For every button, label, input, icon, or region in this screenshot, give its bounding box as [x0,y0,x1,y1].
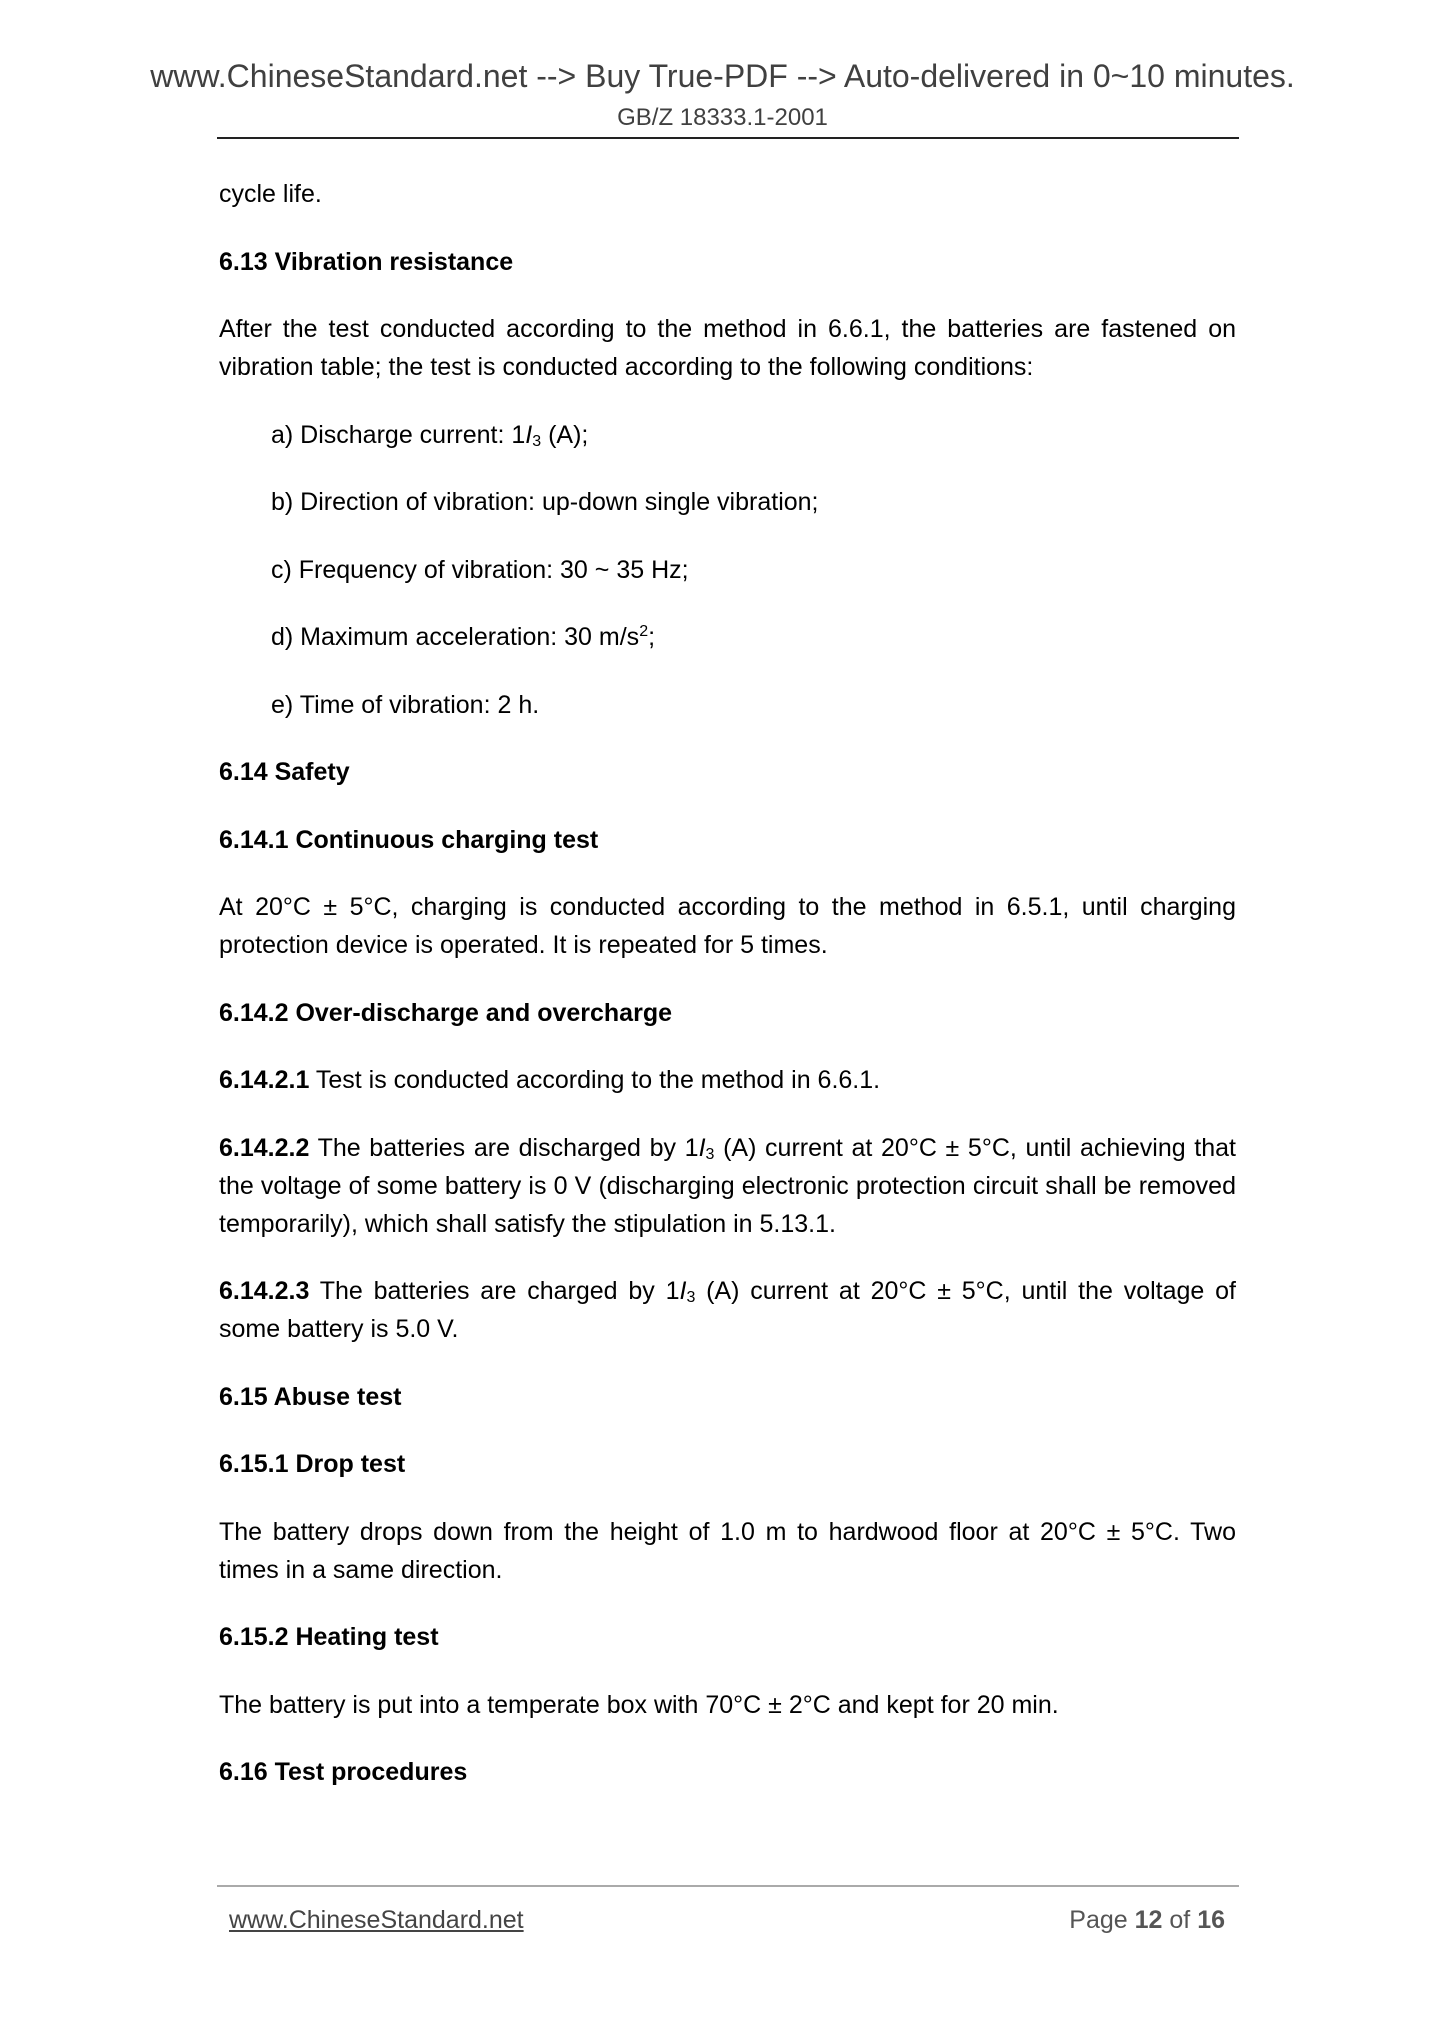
text: (A) current at 20°C ± 5°C, until achieving that the voltage of some battery is 0 V (discharging electronic protection circuit shall be removed temporarily), which shall satisfy the stipulation in 5.13.1. [219,1133,1236,1238]
text: The batteries are discharged by 1 [309,1133,699,1162]
bold-text: 6.14.2.2 [219,1133,310,1162]
section-heading [219,243,1236,281]
bold-text: 6.14.2.3 [219,1277,310,1305]
text: b) Direction of vibration: up-down single vibration; [271,488,819,516]
document-id: GB/Z 18333.1-2001 [617,104,828,131]
paragraph [219,1129,1236,1243]
list-item [219,416,1236,454]
supscript-text: 2 [639,623,649,640]
section-heading [219,1753,1236,1791]
of-label: of [1162,1906,1198,1934]
list-item [219,686,1236,724]
section-heading [219,994,1236,1032]
bold-text: 6.15.1 Drop test [219,1450,406,1478]
bold-text: 6.14.2.1 [219,1066,310,1094]
text: c) Frequency of vibration: 30 ~ 35 Hz; [271,555,689,584]
list-item [219,551,1236,589]
header-banner: www.ChineseStandard.net --> Buy True-PDF --> Auto-delivered in 0~10 minutes. [150,58,1295,94]
paragraph [219,1686,1236,1724]
total-pages: 16 [1197,1906,1225,1934]
text: (A); [541,420,589,449]
footer-website-link[interactable]: www.ChineseStandard.net [229,1906,524,1934]
bold-text: 6.16 Test procedures [219,1758,468,1786]
text: Test is conducted according to the method in 6.6.1. [309,1066,881,1094]
paragraph [219,175,1236,213]
section-heading [219,1618,1236,1656]
italic-symbol: I [698,1133,706,1162]
text: (A) current at 20°C ± 5°C, until the voltage of some battery is 5.0 V. [219,1277,1236,1343]
paragraph [219,888,1236,964]
text: The battery drops down from the height of 1.0 m to hardwood floor at 20°C ± 5°C. Two times in a same direction. [219,1517,1236,1584]
section-heading [219,753,1236,791]
text: d) Maximum acceleration: 30 m/s [271,623,640,651]
subscript-text: 3 [686,1289,696,1306]
paragraph [219,1513,1236,1589]
section-heading [219,821,1236,859]
bold-text: 6.14.2 Over-discharge and overcharge [219,998,672,1027]
list-item [219,483,1236,521]
section-heading [219,1378,1236,1416]
paragraph [219,1272,1236,1348]
page-number [1069,1906,1225,1935]
section-heading [219,1445,1236,1483]
document-body [219,175,1236,1821]
text: cycle life. [219,180,322,208]
bold-text: 6.14.1 Continuous charging test [219,825,599,854]
italic-symbol: I [525,420,533,449]
bold-text: 6.15 Abuse test [219,1382,402,1411]
page-label: Page [1069,1906,1135,1934]
text: e) Time of vibration: 2 h. [271,690,540,719]
header-divider [217,137,1239,139]
bold-text: 6.13 Vibration resistance [219,247,514,276]
footer-divider [217,1885,1239,1887]
bold-text: 6.15.2 Heating test [219,1623,439,1651]
bold-text: 6.14 Safety [219,758,350,786]
subscript-text: 3 [532,432,542,450]
text: ; [648,623,656,651]
current-page: 12 [1134,1906,1163,1934]
subscript-text: 3 [705,1145,715,1163]
italic-symbol: I [679,1277,687,1305]
text: The batteries are charged by 1 [309,1277,680,1305]
text: The battery is put into a temperate box with 70°C ± 2°C and kept for 20 min. [219,1690,1059,1719]
paragraph [219,1061,1236,1099]
list-item [219,618,1236,656]
text: At 20°C ± 5°C, charging is conducted according to the method in 6.5.1, until charging protection device is operated. It is repeated for 5 times. [219,893,1236,959]
paragraph [219,310,1236,386]
text: a) Discharge current: 1 [271,420,526,449]
text: After the test conducted according to the method in 6.6.1, the batteries are fastened on vibration table; the test is conducted according to the following conditions: [219,315,1236,381]
